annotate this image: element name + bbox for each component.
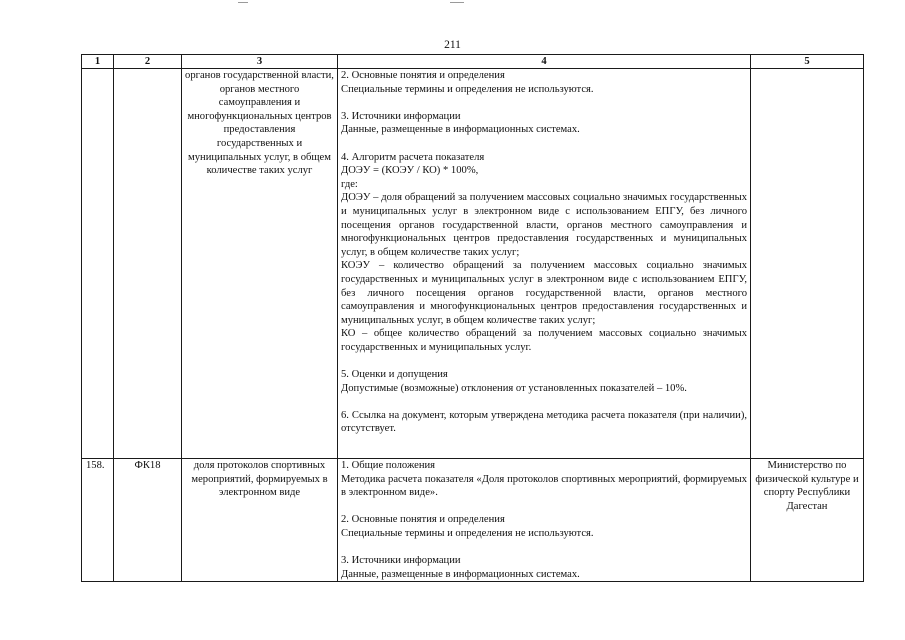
- table-row: [82, 459, 864, 582]
- indicator-code: [114, 69, 182, 459]
- column-header: 3: [182, 55, 338, 69]
- indicator-name: доля протоколов спортивных мероприятий, формируемых в электронном виде: [182, 459, 338, 582]
- methodology-line: ДОЭУ – доля обращений за получением массовых социально значимых государственных и муниципальных услуг в электронном виде с использованием ЕПГУ, без личного посещения органов государственной власти, органов местного самоуправления и многофункциональных центров предоставления государственных и муниципальных услуг, в общем количестве таких услуг;: [341, 192, 747, 258]
- methodology-line: 2. Основные понятия и определения: [341, 514, 505, 526]
- indicator-code: ФК18: [114, 459, 182, 582]
- column-header: 2: [114, 55, 182, 69]
- methodology-line: Специальные термины и определения не используются.: [341, 527, 594, 539]
- methodology-line: КО – общее количество обращений за получением массовых социально значимых государственных и муниципальных услуг.: [341, 328, 747, 353]
- methodology-line: КОЭУ – количество обращений за получением массовых социально значимых государственных и муниципальных услуг в электронном виде с использованием ЕПГУ, без личного посещения органов государственной власти, органов местного самоуправления и многофункциональных центров предоставления государственных и муниципальных услуг, в общем количестве таких услуг;: [341, 260, 747, 326]
- page-number: 211: [444, 39, 461, 51]
- methodology-line: Специальные термины и определения не используются.: [341, 83, 594, 95]
- methodology-line: ДОЭУ = (КОЭУ / КО) * 100%,: [341, 165, 479, 177]
- paragraph-gap: [341, 541, 747, 555]
- indicator-methodology: [338, 459, 751, 582]
- column-header: 4: [338, 55, 751, 69]
- scan-artifact: [450, 2, 464, 3]
- methodology-line: Данные, размещенные в информационных системах.: [341, 568, 580, 580]
- methodology-line: 2. Основные понятия и определения: [341, 70, 505, 81]
- indicator-methodology: [338, 69, 751, 459]
- methodology-line: где:: [341, 178, 358, 190]
- column-header: 5: [751, 55, 864, 69]
- methodology-line: Допустимые (возможные) отклонения от установленных показателей – 10%.: [341, 382, 687, 394]
- methodology-paragraphs: [341, 459, 747, 581]
- methodology-paragraphs: [341, 69, 747, 436]
- methodology-line: 3. Источники информации: [341, 555, 461, 567]
- table-row: [82, 69, 864, 459]
- responsible-body: Министерство по физической культуре и спорту Республики Дагестан: [751, 459, 864, 582]
- paragraph-gap: [341, 395, 747, 409]
- methodology-line: Методика расчета показателя «Доля протоколов спортивных мероприятий, формируемых в электронном виде».: [341, 473, 747, 499]
- paragraph-gap: [341, 137, 747, 151]
- column-header: 1: [82, 55, 114, 69]
- methodology-line: 6. Ссылка на документ, которым утверждена методика расчета показателя (при наличии), отсутствует.: [341, 409, 747, 435]
- paragraph-gap: [341, 96, 747, 110]
- methodology-line: 3. Источники информации: [341, 110, 461, 122]
- methodology-line: Данные, размещенные в информационных системах.: [341, 124, 580, 136]
- paragraph-gap: [341, 500, 747, 514]
- methodology-line: 5. Оценки и допущения: [341, 369, 448, 381]
- row-number: [82, 69, 114, 459]
- scan-artifact: [238, 2, 248, 3]
- methodology-line: 1. Общие положения: [341, 460, 436, 471]
- methodology-line: 4. Алгоритм расчета показателя: [341, 151, 485, 163]
- paragraph-gap: [341, 354, 747, 368]
- table-header-row: [82, 55, 864, 69]
- methodology-table: [81, 54, 864, 582]
- responsible-body: [751, 69, 864, 459]
- row-number: 158.: [82, 459, 114, 582]
- indicator-name: органов государственной власти, органов местного самоуправления и многофункциональных центров предоставления государственных и муниципальных услуг, в общем количестве таких услуг: [182, 69, 338, 459]
